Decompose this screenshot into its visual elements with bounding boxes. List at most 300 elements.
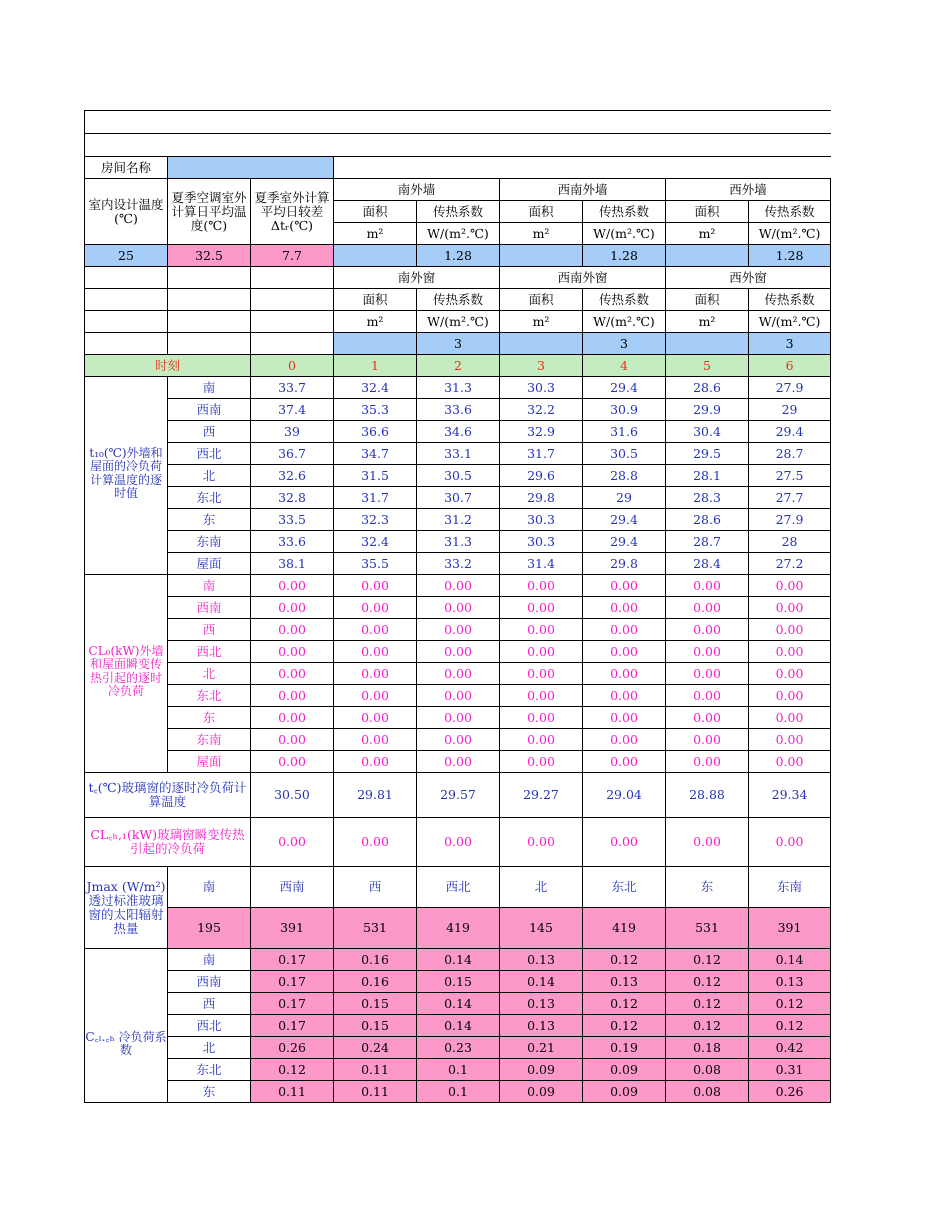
cl0-value: 0.00 (583, 575, 666, 597)
cl0-value: 0.00 (251, 707, 334, 729)
cl0-value: 0.00 (251, 685, 334, 707)
cl0-row (85, 663, 831, 685)
cl0-value: 0.00 (749, 729, 831, 751)
cl0-value: 0.00 (500, 685, 583, 707)
jmax-dir: 东 (666, 867, 749, 908)
cl0-value: 0.00 (334, 751, 417, 773)
t10-value: 32.9 (500, 421, 583, 443)
south-wall-area-input[interactable] (334, 245, 417, 267)
ccl-value[interactable]: 0.14 (749, 949, 831, 971)
t10-row (85, 465, 831, 487)
t10-value: 28.4 (666, 553, 749, 575)
ccl-value[interactable]: 0.12 (583, 993, 666, 1015)
cl0-value: 0.00 (417, 729, 500, 751)
cl0-value: 0.00 (583, 685, 666, 707)
t10-row (85, 553, 831, 575)
t10-value: 30.9 (583, 399, 666, 421)
window-area-label: 面积 (334, 289, 417, 311)
cl0-value: 0.00 (417, 663, 500, 685)
jmax-value[interactable]: 419 (583, 908, 666, 949)
t10-value: 36.7 (251, 443, 334, 465)
t10-value: 31.5 (334, 465, 417, 487)
t10-value: 29 (583, 487, 666, 509)
window-area-label: 面积 (666, 289, 749, 311)
clch1-value: 0.00 (583, 818, 666, 867)
cl0-row (85, 729, 831, 751)
window-coef-label: 传热系数 (749, 289, 831, 311)
ccl-value[interactable]: 0.09 (500, 1059, 583, 1081)
cl0-value: 0.00 (251, 575, 334, 597)
hour-cell: 4 (583, 355, 666, 377)
cl0-value: 0.00 (666, 619, 749, 641)
outdoor-avg-temp-label: 夏季空调室外计算日平均温度(℃) (168, 179, 251, 245)
empty-cell[interactable] (251, 311, 334, 333)
ccl-row (85, 1059, 831, 1081)
t10-value: 32.8 (251, 487, 334, 509)
wall-area-label: 面积 (500, 201, 583, 223)
ccl-value[interactable]: 0.11 (251, 1081, 334, 1103)
empty-cell[interactable] (168, 311, 251, 333)
southwest-window-area-input[interactable] (500, 333, 583, 355)
clch1-label: CL꜀ₕ,₁(kW)玻璃窗瞬变传热引起的冷负荷 (85, 818, 251, 867)
wall-group-row (85, 179, 831, 201)
t10-value: 29 (749, 399, 831, 421)
blank-cell[interactable] (85, 134, 831, 157)
direction-label: 北 (168, 1037, 251, 1059)
t10-value: 32.6 (251, 465, 334, 487)
t10-value: 29.6 (500, 465, 583, 487)
t10-value: 29.4 (583, 377, 666, 399)
direction-label: 屋面 (168, 751, 251, 773)
hours-row (85, 355, 831, 377)
t10-value: 33.2 (417, 553, 500, 575)
t10-value: 39 (251, 421, 334, 443)
south-window-area-input[interactable] (334, 333, 417, 355)
jmax-value[interactable]: 419 (417, 908, 500, 949)
jmax-dir: 西北 (417, 867, 500, 908)
ccl-value[interactable]: 0.09 (583, 1059, 666, 1081)
cl0-value: 0.00 (749, 641, 831, 663)
direction-label: 北 (168, 465, 251, 487)
cl0-value: 0.00 (666, 707, 749, 729)
wall-group-southwest: 西南外墙 (500, 179, 666, 201)
cl0-row (85, 575, 831, 597)
ccl-value[interactable]: 0.15 (334, 1015, 417, 1037)
cl0-section-label: CL₀(kW)外墙和屋面瞬变传热引起的逐时冷负荷 (85, 575, 168, 773)
t10-value: 30.5 (417, 465, 500, 487)
ccl-value[interactable]: 0.1 (417, 1059, 500, 1081)
direction-label: 西北 (168, 443, 251, 465)
indoor-temp-input[interactable]: 25 (85, 245, 168, 267)
cl0-value: 0.00 (666, 685, 749, 707)
ccl-value[interactable]: 0.14 (417, 1015, 500, 1037)
southwest-wall-area-input[interactable] (500, 245, 583, 267)
clch1-value: 0.00 (251, 818, 334, 867)
direction-label: 东北 (168, 487, 251, 509)
cl0-value: 0.00 (500, 729, 583, 751)
t10-value: 30.7 (417, 487, 500, 509)
wall-area-label: 面积 (334, 201, 417, 223)
ccl-value[interactable]: 0.09 (583, 1081, 666, 1103)
cl0-row (85, 619, 831, 641)
calculation-table (84, 110, 831, 1103)
jmax-value-row (85, 908, 831, 949)
ccl-value[interactable]: 0.17 (251, 1015, 334, 1037)
wall-area-unit: m² (666, 223, 749, 245)
ccl-row (85, 1081, 831, 1103)
cl0-value: 0.00 (500, 707, 583, 729)
t10-value: 28.1 (666, 465, 749, 487)
tc-row (85, 773, 831, 818)
cl0-row (85, 685, 831, 707)
cl0-value: 0.00 (583, 619, 666, 641)
hour-cell: 2 (417, 355, 500, 377)
jmax-dir: 西 (334, 867, 417, 908)
empty-cell[interactable] (251, 289, 334, 311)
tc-value: 29.34 (749, 773, 831, 818)
direction-label: 南 (168, 575, 251, 597)
cl0-value: 0.00 (417, 619, 500, 641)
window-group-southwest: 西南外窗 (500, 267, 666, 289)
cl0-value: 0.00 (417, 641, 500, 663)
t10-value: 27.9 (749, 509, 831, 531)
ccl-value[interactable]: 0.24 (334, 1037, 417, 1059)
cl0-row (85, 751, 831, 773)
ccl-value[interactable]: 0.14 (500, 971, 583, 993)
cl0-value: 0.00 (583, 707, 666, 729)
jmax-value[interactable]: 391 (251, 908, 334, 949)
window-coef-label: 传热系数 (417, 289, 500, 311)
cl0-value: 0.00 (749, 663, 831, 685)
ccl-section-label: C꜀ₗ.꜀ₕ 冷负荷系数 (85, 949, 168, 1103)
blank-cell[interactable] (85, 111, 831, 134)
t10-value: 33.7 (251, 377, 334, 399)
cl0-value: 0.00 (251, 641, 334, 663)
clch1-row (85, 818, 831, 867)
t10-value: 29.8 (500, 487, 583, 509)
clch1-value: 0.00 (749, 818, 831, 867)
jmax-dir: 西南 (251, 867, 334, 908)
jmax-value[interactable]: 531 (334, 908, 417, 949)
ccl-value[interactable]: 0.12 (666, 971, 749, 993)
tc-value: 30.50 (251, 773, 334, 818)
direction-label: 南 (168, 377, 251, 399)
ccl-value[interactable]: 0.12 (666, 1015, 749, 1037)
direction-label: 西北 (168, 1015, 251, 1037)
wall-coef-label: 传热系数 (417, 201, 500, 223)
window-subheader-row (85, 289, 831, 311)
ccl-value[interactable]: 0.12 (666, 993, 749, 1015)
clch1-value: 0.00 (666, 818, 749, 867)
cl0-row (85, 707, 831, 729)
cl0-value: 0.00 (583, 751, 666, 773)
wall-coef-unit: W/(m².℃) (749, 223, 831, 245)
blank-row (85, 134, 831, 157)
t10-value: 29.4 (583, 509, 666, 531)
jmax-label: Jmax (W/m²) 透过标准玻璃窗的太阳辐射热量 (85, 867, 168, 949)
t10-value: 28 (749, 531, 831, 553)
t10-value: 31.6 (583, 421, 666, 443)
t10-section-label: t₁₀(℃)外墙和屋面的冷负荷计算温度的逐时值 (85, 377, 168, 575)
cl0-value: 0.00 (583, 729, 666, 751)
empty-cell[interactable] (168, 267, 251, 289)
hour-cell: 5 (666, 355, 749, 377)
west-window-coef-input[interactable]: 3 (749, 333, 831, 355)
direction-label: 东北 (168, 685, 251, 707)
clch1-value: 0.00 (334, 818, 417, 867)
ccl-row (85, 993, 831, 1015)
cl0-value: 0.00 (666, 641, 749, 663)
t10-value: 28.7 (749, 443, 831, 465)
jmax-value[interactable]: 391 (749, 908, 831, 949)
t10-value: 32.2 (500, 399, 583, 421)
t10-value: 30.3 (500, 531, 583, 553)
wall-coef-unit: W/(m².℃) (417, 223, 500, 245)
t10-row (85, 509, 831, 531)
ccl-value[interactable]: 0.21 (500, 1037, 583, 1059)
t10-value: 33.6 (251, 531, 334, 553)
t10-value: 27.5 (749, 465, 831, 487)
south-wall-coef-input[interactable]: 1.28 (417, 245, 500, 267)
t10-row (85, 443, 831, 465)
t10-value: 29.4 (749, 421, 831, 443)
west-wall-area-input[interactable] (666, 245, 749, 267)
t10-value: 27.2 (749, 553, 831, 575)
empty-cell[interactable] (168, 333, 251, 355)
ccl-row (85, 1037, 831, 1059)
cl0-value: 0.00 (417, 751, 500, 773)
tc-value: 29.27 (500, 773, 583, 818)
ccl-value[interactable]: 0.13 (500, 1015, 583, 1037)
t10-value: 37.4 (251, 399, 334, 421)
hours-label: 时刻 (85, 355, 251, 377)
direction-label: 西南 (168, 971, 251, 993)
t10-value: 28.6 (666, 377, 749, 399)
ccl-value[interactable]: 0.13 (500, 949, 583, 971)
cl0-value: 0.00 (500, 619, 583, 641)
t10-value: 28.6 (666, 509, 749, 531)
room-name-row (85, 157, 831, 179)
t10-value: 35.5 (334, 553, 417, 575)
direction-label: 屋面 (168, 553, 251, 575)
cl0-value: 0.00 (749, 707, 831, 729)
window-area-unit: m² (666, 311, 749, 333)
cl0-value: 0.00 (749, 619, 831, 641)
ccl-value[interactable]: 0.13 (583, 971, 666, 993)
cl0-value: 0.00 (500, 597, 583, 619)
cl0-value: 0.00 (583, 597, 666, 619)
ccl-value[interactable]: 0.12 (749, 993, 831, 1015)
cl0-value: 0.00 (500, 575, 583, 597)
t10-value: 31.7 (334, 487, 417, 509)
jmax-dir: 东南 (749, 867, 831, 908)
t10-value: 32.4 (334, 377, 417, 399)
jmax-value[interactable]: 195 (168, 908, 251, 949)
cl0-value: 0.00 (334, 685, 417, 707)
ccl-value[interactable]: 0.16 (334, 949, 417, 971)
empty-cell[interactable] (85, 289, 168, 311)
cl0-value: 0.00 (749, 575, 831, 597)
ccl-value[interactable]: 0.15 (334, 993, 417, 1015)
empty-cell[interactable] (85, 333, 168, 355)
t10-value: 36.6 (334, 421, 417, 443)
ccl-value[interactable]: 0.11 (334, 1081, 417, 1103)
blank-row (85, 111, 831, 134)
ccl-value[interactable]: 0.13 (500, 993, 583, 1015)
ccl-value[interactable]: 0.31 (749, 1059, 831, 1081)
window-unit-row (85, 311, 831, 333)
direction-label: 南 (168, 949, 251, 971)
cl0-value: 0.00 (251, 619, 334, 641)
cl0-value: 0.00 (334, 575, 417, 597)
cl0-value: 0.00 (251, 751, 334, 773)
ccl-value[interactable]: 0.23 (417, 1037, 500, 1059)
t10-value: 30.3 (500, 509, 583, 531)
ccl-value[interactable]: 0.16 (334, 971, 417, 993)
room-name-input[interactable] (168, 157, 334, 179)
t10-value: 32.3 (334, 509, 417, 531)
ccl-value[interactable]: 0.12 (583, 949, 666, 971)
hour-cell: 0 (251, 355, 334, 377)
window-area-unit: m² (334, 311, 417, 333)
ccl-value[interactable]: 0.13 (749, 971, 831, 993)
west-window-area-input[interactable] (666, 333, 749, 355)
jmax-value[interactable]: 145 (500, 908, 583, 949)
window-group-south: 南外窗 (334, 267, 500, 289)
t10-value: 30.4 (666, 421, 749, 443)
t10-value: 32.4 (334, 531, 417, 553)
window-coef-unit: W/(m².℃) (417, 311, 500, 333)
ccl-value[interactable]: 0.1 (417, 1081, 500, 1103)
direction-label: 西 (168, 993, 251, 1015)
ccl-value[interactable]: 0.12 (749, 1015, 831, 1037)
wall-area-unit: m² (500, 223, 583, 245)
ccl-value[interactable]: 0.08 (666, 1059, 749, 1081)
ccl-value[interactable]: 0.17 (251, 949, 334, 971)
ccl-value[interactable]: 0.15 (417, 971, 500, 993)
ccl-value[interactable]: 0.12 (251, 1059, 334, 1081)
ccl-value[interactable]: 0.19 (583, 1037, 666, 1059)
tc-value: 29.04 (583, 773, 666, 818)
daily-range-input[interactable]: 7.7 (251, 245, 334, 267)
ccl-value[interactable]: 0.17 (251, 993, 334, 1015)
cl0-value: 0.00 (749, 751, 831, 773)
cl0-value: 0.00 (500, 663, 583, 685)
cl0-value: 0.00 (666, 729, 749, 751)
t10-value: 33.6 (417, 399, 500, 421)
southwest-wall-coef-input[interactable]: 1.28 (583, 245, 666, 267)
empty-cell[interactable] (251, 333, 334, 355)
t10-value: 29.5 (666, 443, 749, 465)
direction-label: 东北 (168, 1059, 251, 1081)
jmax-dir: 东北 (583, 867, 666, 908)
cl0-value: 0.00 (500, 751, 583, 773)
ccl-value[interactable]: 0.08 (666, 1081, 749, 1103)
empty-cell[interactable] (85, 267, 168, 289)
cl0-value: 0.00 (666, 663, 749, 685)
wall-coef-unit: W/(m².℃) (583, 223, 666, 245)
empty-cell[interactable] (251, 267, 334, 289)
south-window-coef-input[interactable]: 3 (417, 333, 500, 355)
outdoor-avg-temp-input[interactable]: 32.5 (168, 245, 251, 267)
empty-cell[interactable] (85, 311, 168, 333)
load-calculation-sheet (84, 110, 830, 1103)
west-wall-coef-input[interactable]: 1.28 (749, 245, 831, 267)
hour-cell: 3 (500, 355, 583, 377)
ccl-value[interactable]: 0.14 (417, 949, 500, 971)
t10-value: 38.1 (251, 553, 334, 575)
t10-value: 35.3 (334, 399, 417, 421)
wall-area-label: 面积 (666, 201, 749, 223)
tc-value: 29.81 (334, 773, 417, 818)
ccl-value[interactable]: 0.18 (666, 1037, 749, 1059)
hour-cell: 1 (334, 355, 417, 377)
ccl-value[interactable]: 0.12 (583, 1015, 666, 1037)
t10-value: 29.4 (583, 531, 666, 553)
ccl-value[interactable]: 0.26 (251, 1037, 334, 1059)
ccl-value[interactable]: 0.14 (417, 993, 500, 1015)
room-name-label: 房间名称 (85, 157, 168, 179)
ccl-row (85, 1015, 831, 1037)
t10-value: 28.3 (666, 487, 749, 509)
t10-value: 33.5 (251, 509, 334, 531)
jmax-dir-row (85, 867, 831, 908)
cl0-value: 0.00 (251, 597, 334, 619)
t10-value: 34.7 (334, 443, 417, 465)
direction-label: 东南 (168, 729, 251, 751)
direction-label: 西南 (168, 399, 251, 421)
tc-label: t꜀(℃)玻璃窗的逐时冷负荷计算温度 (85, 773, 251, 818)
t10-value: 31.4 (500, 553, 583, 575)
wall-coef-label: 传热系数 (583, 201, 666, 223)
jmax-value[interactable]: 531 (666, 908, 749, 949)
cl0-value: 0.00 (417, 685, 500, 707)
empty-cell[interactable] (168, 289, 251, 311)
cl0-value: 0.00 (334, 597, 417, 619)
ccl-value[interactable]: 0.26 (749, 1081, 831, 1103)
ccl-value[interactable]: 0.42 (749, 1037, 831, 1059)
ccl-value[interactable]: 0.09 (500, 1081, 583, 1103)
t10-value: 28.7 (666, 531, 749, 553)
t10-row (85, 487, 831, 509)
cl0-value: 0.00 (417, 707, 500, 729)
ccl-value[interactable]: 0.17 (251, 971, 334, 993)
t10-row (85, 421, 831, 443)
cl0-value: 0.00 (500, 641, 583, 663)
window-group-west: 西外窗 (666, 267, 831, 289)
southwest-window-coef-input[interactable]: 3 (583, 333, 666, 355)
indoor-temp-label: 室内设计温度(℃) (85, 179, 168, 245)
window-coef-unit: W/(m².℃) (583, 311, 666, 333)
cl0-value: 0.00 (666, 597, 749, 619)
direction-label: 西 (168, 619, 251, 641)
t10-value: 34.6 (417, 421, 500, 443)
cl0-row (85, 641, 831, 663)
cl0-value: 0.00 (334, 729, 417, 751)
ccl-row (85, 971, 831, 993)
direction-label: 东 (168, 509, 251, 531)
cl0-value: 0.00 (749, 685, 831, 707)
ccl-value[interactable]: 0.12 (666, 949, 749, 971)
cl0-value: 0.00 (666, 575, 749, 597)
room-name-spacer (334, 157, 831, 179)
jmax-dir: 南 (168, 867, 251, 908)
ccl-value[interactable]: 0.11 (334, 1059, 417, 1081)
direction-label: 西南 (168, 597, 251, 619)
cl0-value: 0.00 (334, 641, 417, 663)
t10-value: 31.3 (417, 531, 500, 553)
direction-label: 北 (168, 663, 251, 685)
